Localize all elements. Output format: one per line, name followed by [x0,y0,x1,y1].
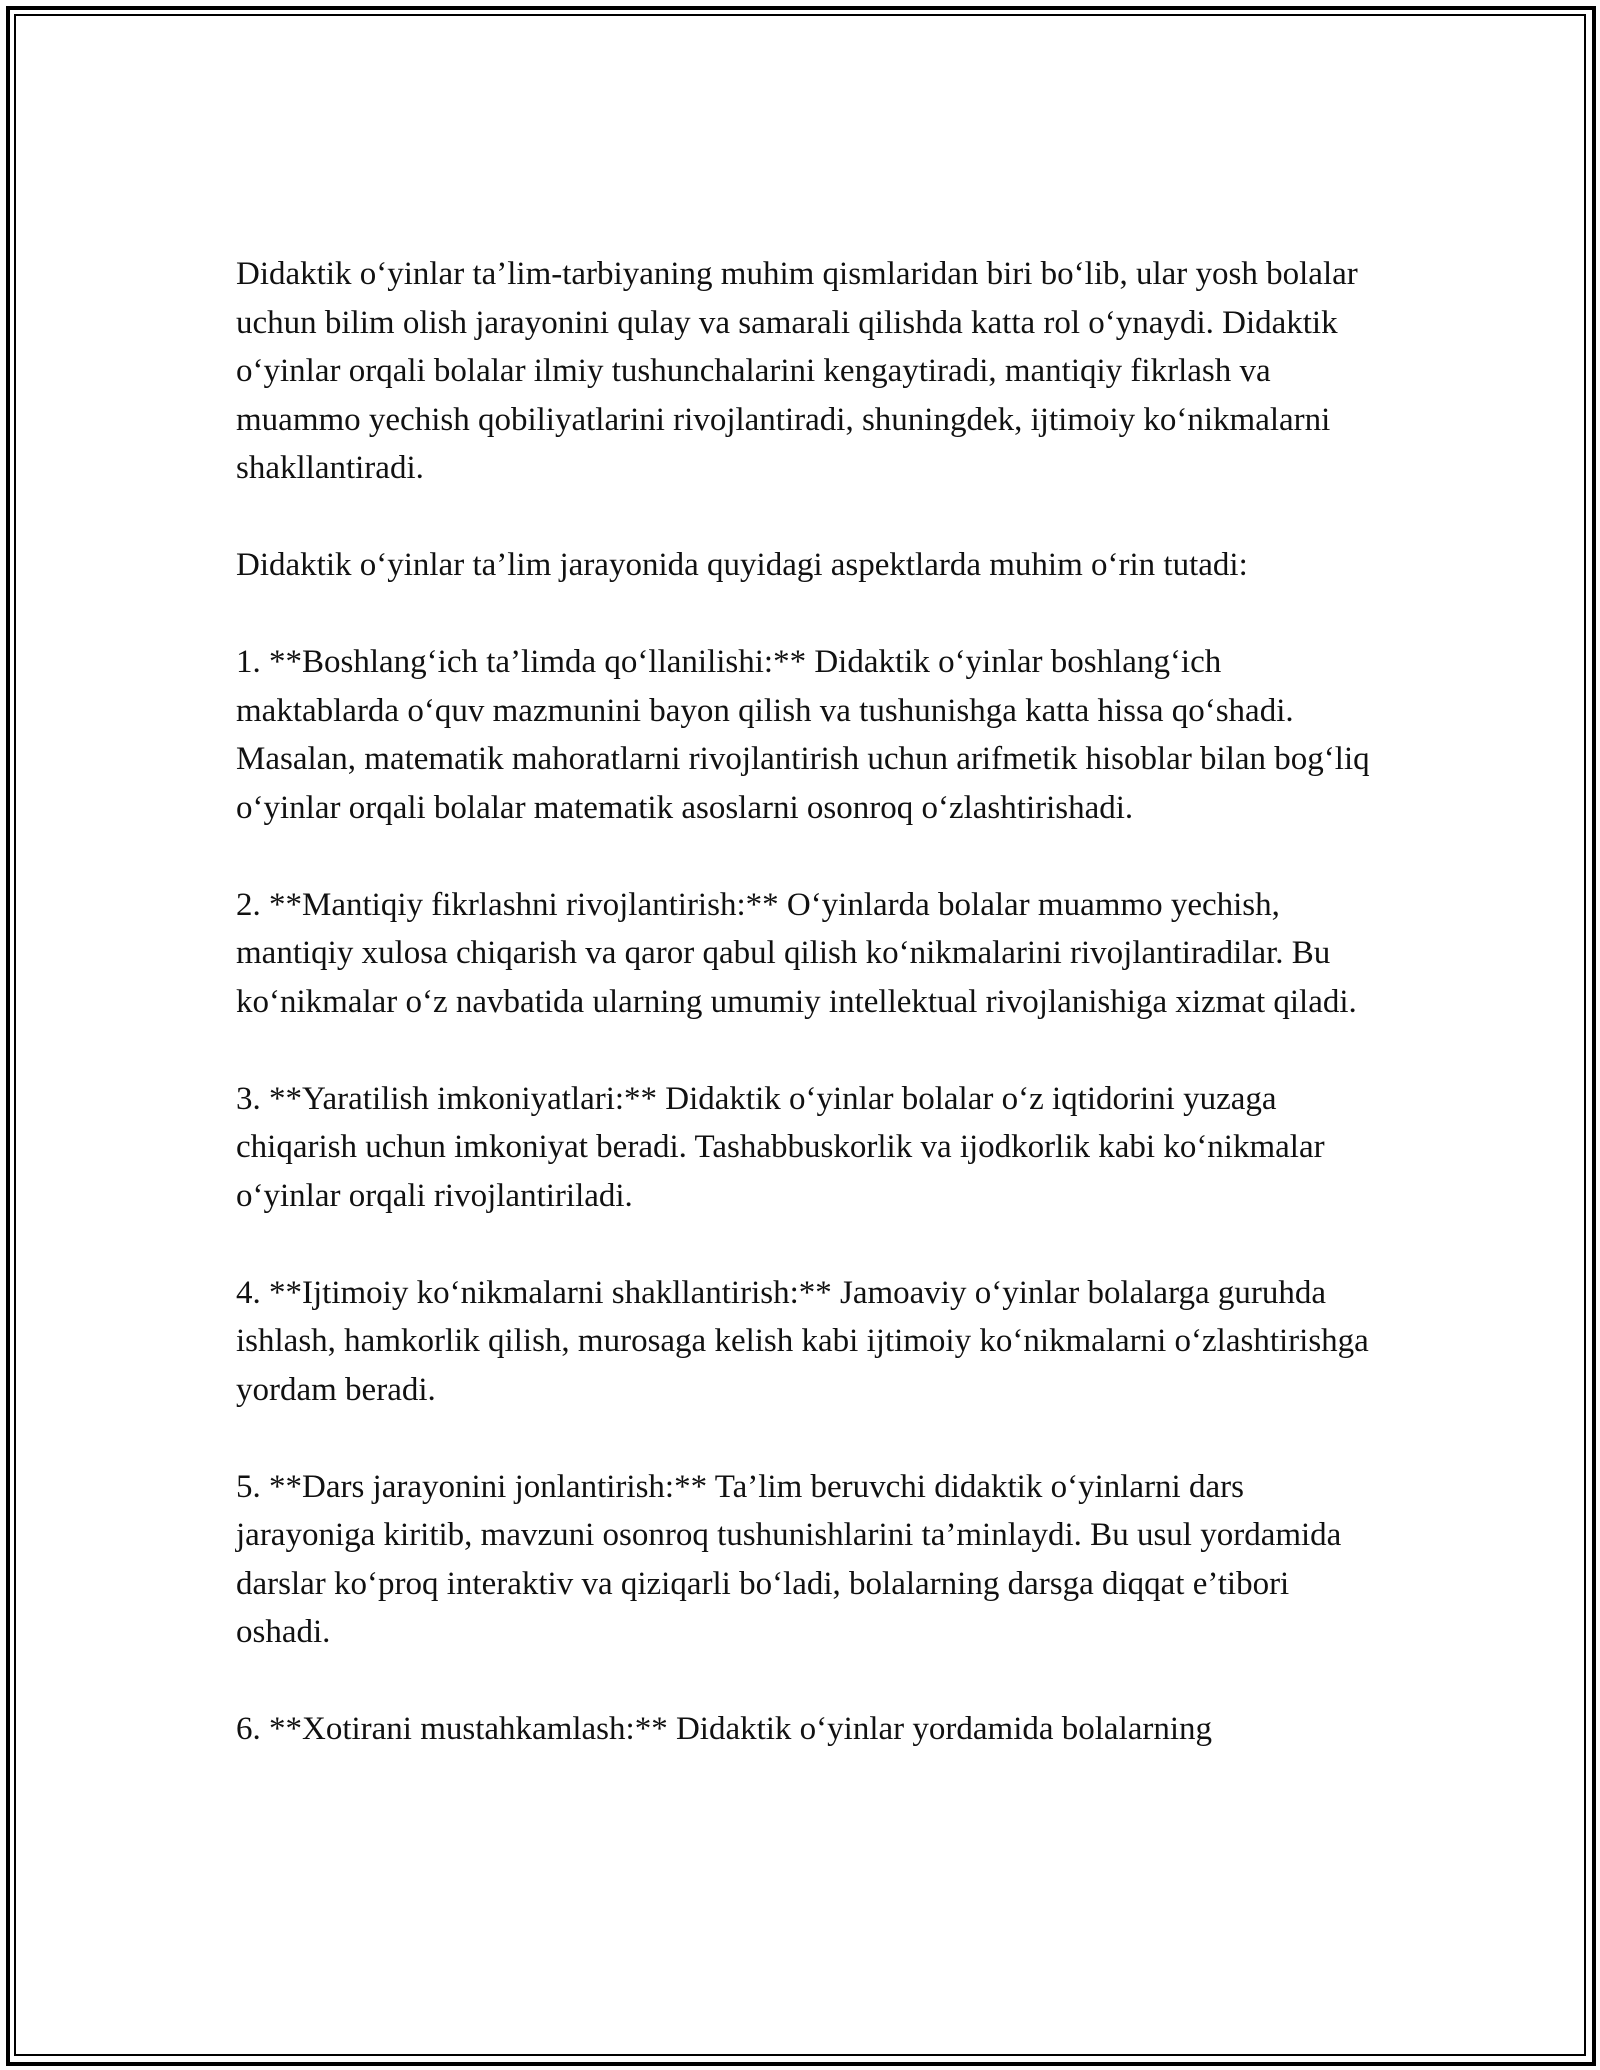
aspects-lead-paragraph: Didaktik o‘yinlar ta’lim jarayonida quyidagi aspektlarda muhim o‘rin tutadi: [236,547,1248,583]
list-item-2: 2. **Mantiqiy fikrlashni rivojlantirish:** O‘yinlarda bolalar muammo yechish, mantiqiy xulosa chiqarish va qaror qabul qilish ko‘nikmalarini rivojlantiradilar. Bu ko‘nikmalar o‘z navbatida ularning umumiy intellektual rivojlanishiga xizmat qiladi. [236,886,1357,1020]
list-item-5: 5. **Dars jarayonini jonlantirish:** Ta’lim beruvchi didaktik o‘yinlarni dars jarayoniga kiritib, mavzuni osonroq tushunishlarini ta’minlaydi. Bu usul yordamida darslar ko‘proq interaktiv va qiziqarli bo‘ladi, bolalarning darsga diqqat e’tibori oshadi. [236,1468,1342,1650]
document-body [236,250,1376,1754]
list-item-6: 6. **Xotirani mustahkamlash:** Didaktik o‘yinlar yordamida bolalarning [236,1711,1213,1747]
intro-paragraph: Didaktik o‘yinlar ta’lim-tarbiyaning muhim qismlaridan biri bo‘lib, ular yosh bolalar uchun bilim olish jarayonini qulay va samarali qilishda katta rol o‘ynaydi. Didaktik o‘yinlar orqali bolalar ilmiy tushunchalarini kengaytiradi, mantiqiy fikrlash va muammo yechish qobiliyatlarini rivojlantiradi, shuningdek, ijtimoiy ko‘nikmalarni shakllantiradi. [236,256,1358,486]
list-item-4: 4. **Ijtimoiy ko‘nikmalarni shakllantirish:** Jamoaviy o‘yinlar bolalarga guruhda ishlash, hamkorlik qilish, murosaga kelish kabi ijtimoiy ko‘nikmalarni o‘zlashtirishga yordam beradi. [236,1274,1369,1408]
list-item-3: 3. **Yaratilish imkoniyatlari:** Didaktik o‘yinlar bolalar o‘z iqtidorini yuzaga chiqarish uchun imkoniyat beradi. Tashabbuskorlik va ijodkorlik kabi ko‘nikmalar o‘yinlar orqali rivojlantiriladi. [236,1080,1325,1214]
list-item-1: 1. **Boshlang‘ich ta’limda qo‘llanilishi:** Didaktik o‘yinlar boshlang‘ich maktablarda o‘quv mazmunini bayon qilish va tushunishga katta hissa qo‘shadi. Masalan, matematik mahoratlarni rivojlantirish uchun arifmetik hisoblar bilan bog‘liq o‘yinlar orqali bolalar matematik asoslarni osonroq o‘zlashtirishadi. [236,644,1370,826]
